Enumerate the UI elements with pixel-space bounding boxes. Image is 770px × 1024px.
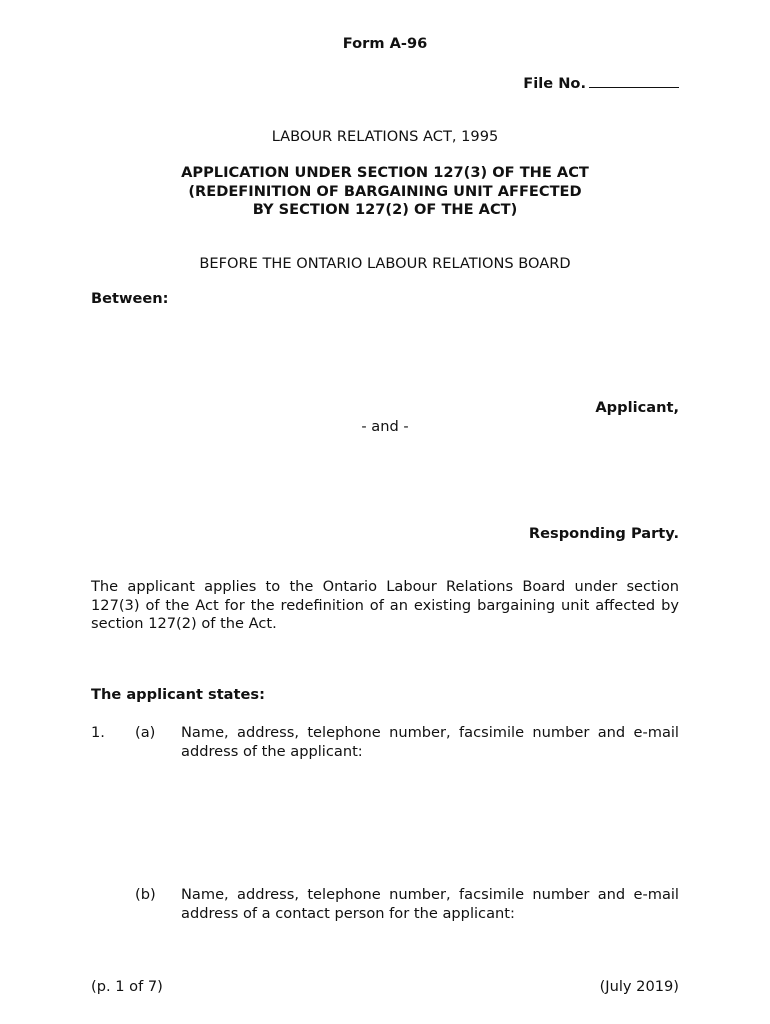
item-1a-text: Name, address, telephone number, facsimile number and e-mail address of the applicant:: [181, 724, 679, 760]
applicant-label: Applicant,: [595, 399, 679, 416]
board-title: BEFORE THE ONTARIO LABOUR RELATIONS BOARD: [199, 255, 571, 272]
item-1a-letter: (a): [135, 724, 156, 741]
page-number: (p. 1 of 7): [91, 978, 163, 995]
between-label: Between:: [91, 290, 169, 307]
file-number-label: File No.: [523, 75, 586, 92]
item-1b-letter: (b): [135, 886, 156, 903]
and-label: - and -: [361, 418, 409, 435]
application-title-line-2: (REDEFINITION OF BARGAINING UNIT AFFECTED: [188, 182, 582, 200]
file-number-blank[interactable]: [589, 74, 679, 88]
revision-date: (July 2019): [599, 978, 679, 995]
application-title: [0, 164, 770, 220]
application-title-line-1: APPLICATION UNDER SECTION 127(3) OF THE ACT: [181, 164, 589, 181]
item-1b-text: Name, address, telephone number, facsimile number and e-mail address of a contact person for the applicant:: [181, 886, 679, 922]
states-heading: The applicant states:: [91, 686, 265, 703]
form-number: Form A-96: [342, 35, 428, 52]
intro-paragraph: The applicant applies to the Ontario Labour Relations Board under section 127(3) of the Act for the redefinition of an existing bargaining unit affected by section 127(2) of the Act.: [91, 578, 679, 632]
act-title: LABOUR RELATIONS ACT, 1995: [271, 128, 499, 145]
responding-party-label: Responding Party.: [528, 525, 679, 542]
application-title-line-3: BY SECTION 127(2) OF THE ACT): [252, 201, 518, 218]
file-number-field: [523, 74, 679, 92]
item-1-number: 1.: [91, 724, 105, 741]
